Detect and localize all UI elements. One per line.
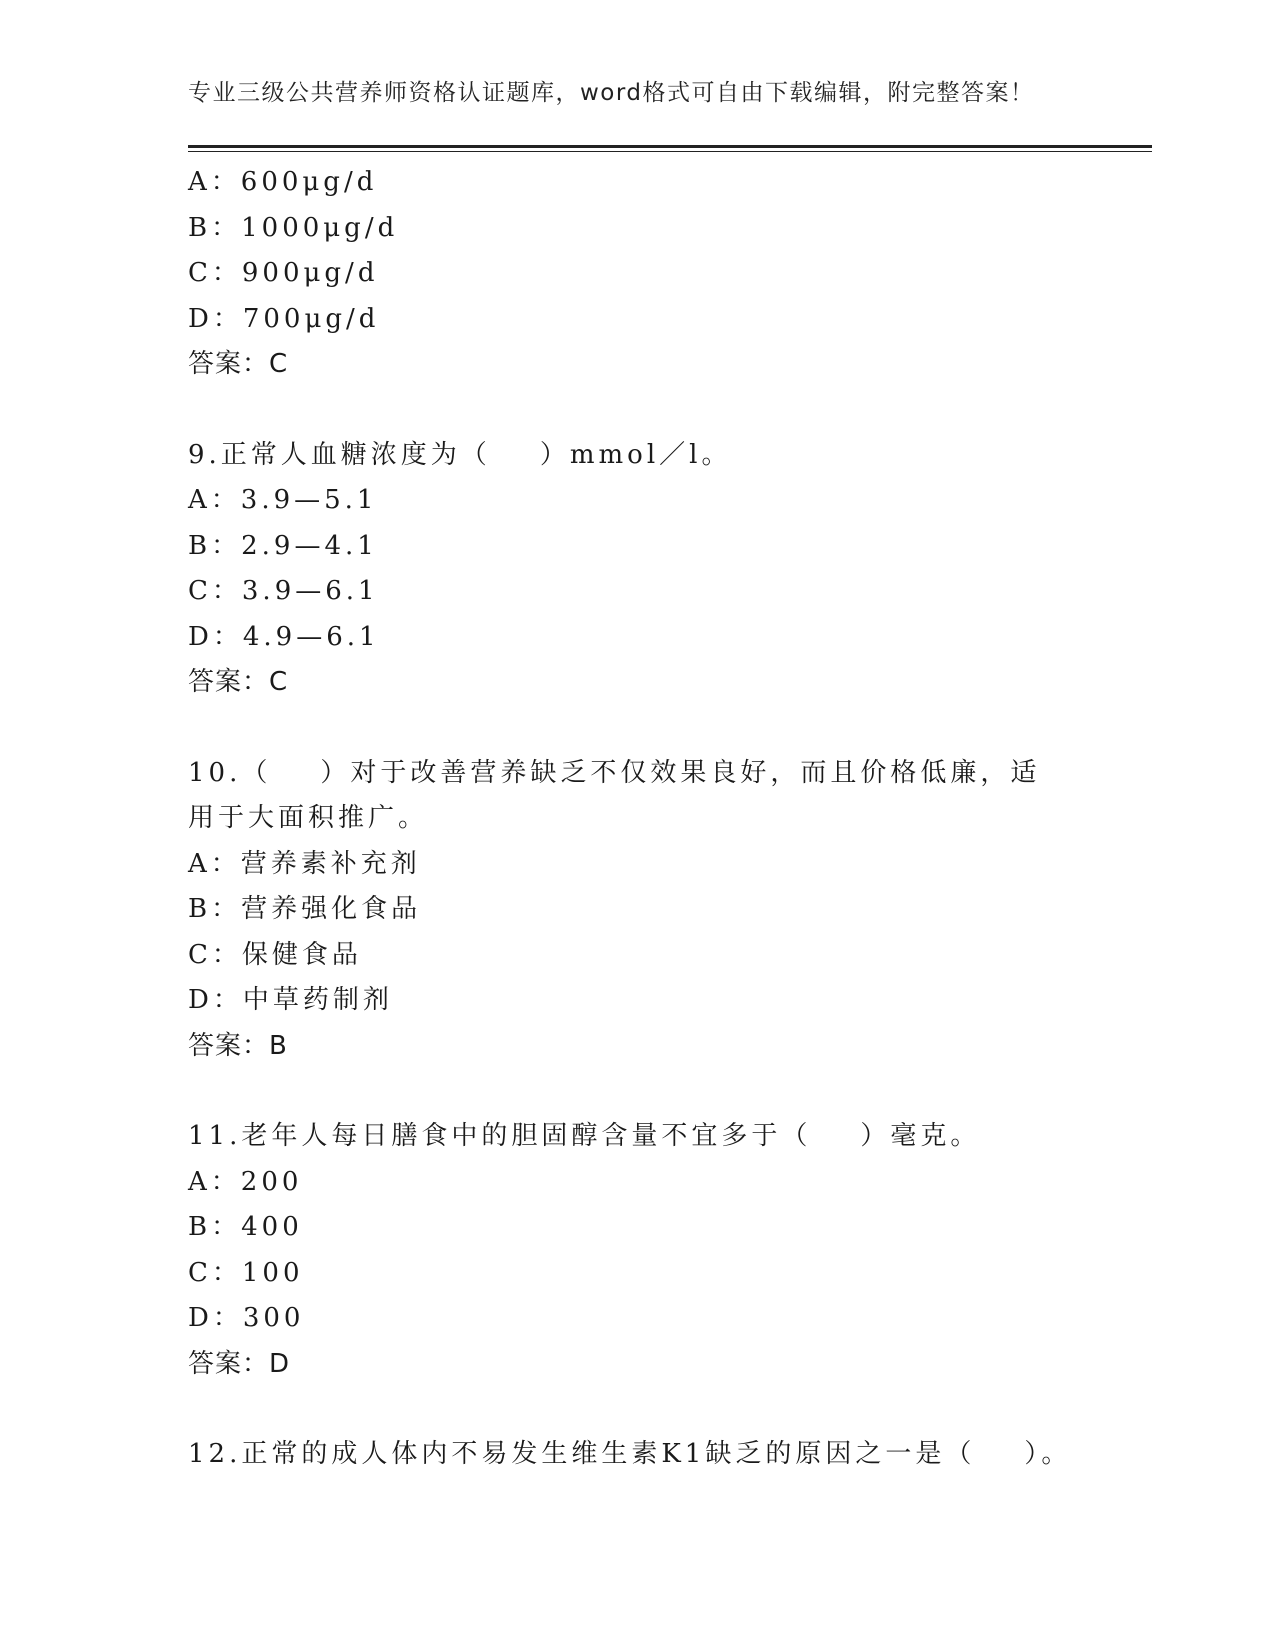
option-a: A：3.9—5.1	[188, 485, 378, 515]
answer-line: 答案：D	[188, 1348, 291, 1379]
question-11	[188, 1114, 1088, 1387]
option-b: B：营养强化食品	[188, 894, 422, 924]
option-a: A：600μg/d	[188, 167, 378, 197]
page-header: 专业三级公共营养师资格认证题库，word格式可自由下载编辑，附完整答案！	[188, 80, 1035, 106]
answer-line: 答案：B	[188, 1030, 288, 1061]
question-stem: 9.正常人血糖浓度为（ ）mmol／l。	[188, 439, 732, 470]
question-10	[188, 751, 1088, 1070]
option-d: D：300	[188, 1303, 305, 1333]
option-c: C：100	[188, 1257, 304, 1288]
spacer	[188, 1069, 1088, 1114]
question-8	[188, 160, 1088, 388]
option-c: C：3.9—6.1	[188, 576, 379, 606]
option-b: B：400	[188, 1212, 303, 1242]
question-list	[188, 160, 1088, 1478]
option-d: D：中草药制剂	[188, 985, 393, 1015]
option-a: A：200	[188, 1166, 303, 1197]
question-12	[188, 1432, 1088, 1478]
option-d: D：4.9—6.1	[188, 621, 380, 652]
option-c: C：900μg/d	[188, 258, 379, 288]
question-9	[188, 433, 1088, 706]
option-b: B：2.9—4.1	[188, 530, 378, 561]
header-divider-thin	[188, 151, 1152, 152]
option-a: A：营养素补充剂	[188, 848, 421, 879]
option-b: B：1000μg/d	[188, 212, 399, 243]
spacer	[188, 706, 1088, 751]
spacer	[188, 388, 1088, 433]
question-stem: 12.正常的成人体内不易发生维生素K1缺乏的原因之一是（ ）。	[188, 1439, 1072, 1469]
answer-line: 答案：C	[188, 349, 289, 379]
question-stem: 11.老年人每日膳食中的胆固醇含量不宜多于（ ）毫克。	[188, 1121, 981, 1151]
header-divider-thick	[188, 145, 1152, 148]
question-stem: 10.（ ）对于改善营养缺乏不仅效果良好，而且价格低廉，适用于大面积推广。	[188, 757, 1041, 833]
option-c: C：保健食品	[188, 939, 362, 970]
option-d: D：700μg/d	[188, 303, 380, 334]
spacer	[188, 1387, 1088, 1432]
answer-line: 答案：C	[188, 667, 289, 697]
